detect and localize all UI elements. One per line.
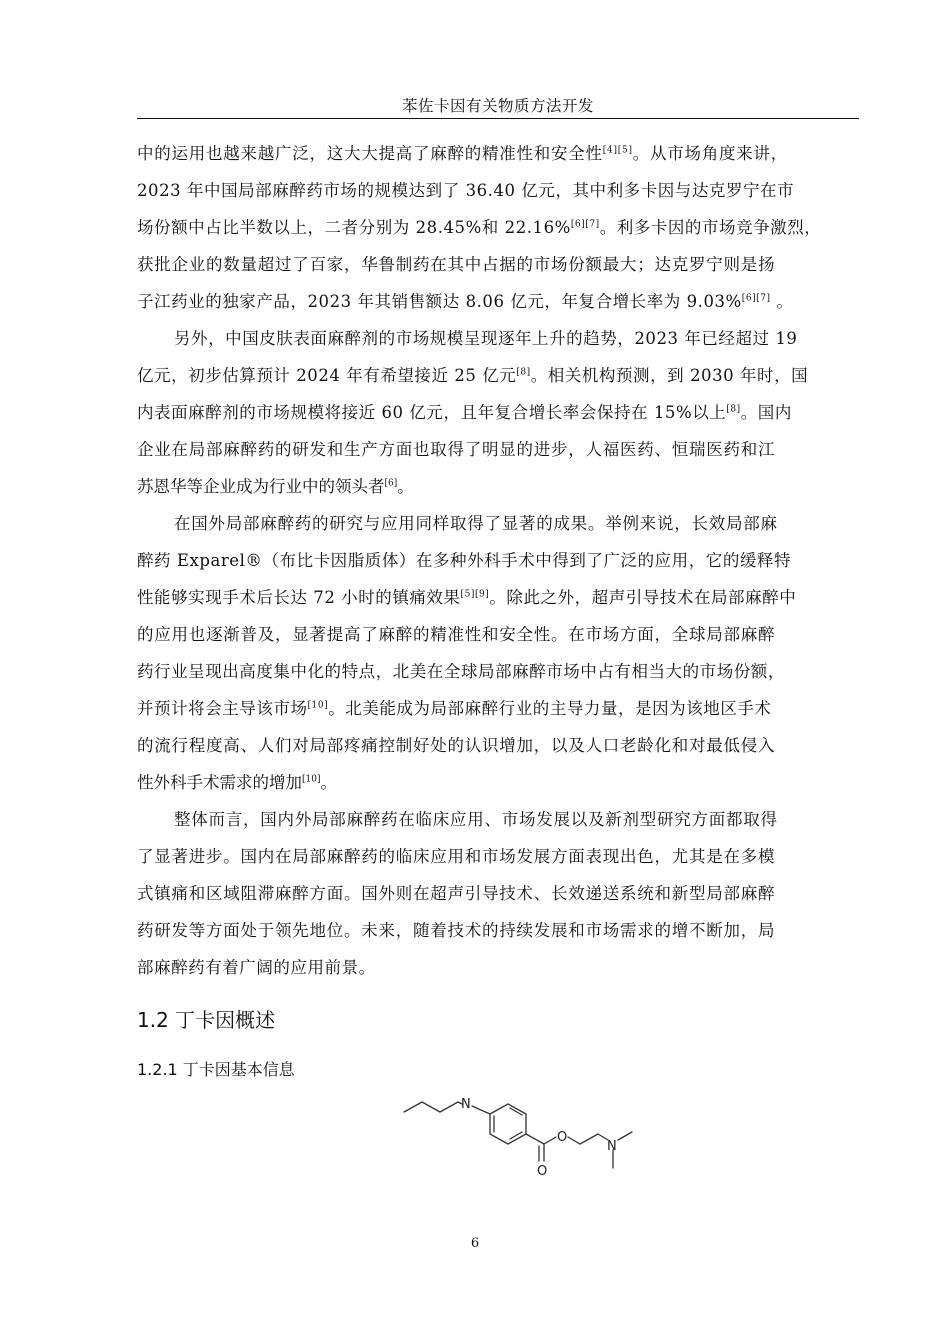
bond	[440, 1102, 458, 1112]
atom-label: N	[607, 1139, 617, 1154]
text-line: 的流行程度高、人们对局部疼痛控制好处的认识增加，以及人口老龄化和对最低侵入	[137, 736, 776, 755]
text-line: 另外，中国皮肤表面麻醉剂的市场规模呈现逐年上升的趋势，2023 年已经超过 19	[174, 329, 798, 348]
text-line: 在国外局部麻醉药的研究与应用同样取得了显著的成果。举例来说，长效局部麻	[174, 514, 778, 533]
citation: [8]	[726, 404, 741, 415]
bond	[404, 1102, 422, 1112]
text-line: 苏恩华等企业成为行业中的领头者[6]。	[137, 477, 414, 496]
bond	[580, 1134, 598, 1144]
tetracaine-structure-diagram	[398, 1088, 638, 1188]
bond	[618, 1132, 632, 1140]
running-header: 苯佐卡因有关物质方法开发	[401, 97, 594, 115]
citation: [4][5]	[602, 145, 633, 156]
text-line: 性能够实现手术后长达 72 小时的镇痛效果[5][9]。除此之外，超声引导技术在局部麻醉中	[137, 588, 797, 607]
benzene-ring	[490, 1104, 526, 1144]
citation: [8]	[516, 367, 531, 378]
text-line: 中的运用也越来越广泛，这大大提高了麻醉的精准性和安全性[4][5]。从市场角度来讲，	[137, 144, 788, 163]
text-line: 式镇痛和区域阻滞麻醉方面。国外则在超声引导技术、长效递送系统和新型局部麻醉	[137, 884, 776, 903]
text-line: 整体而言，国内外局部麻醉药在临床应用、市场发展以及新剂型研究方面都取得	[174, 810, 778, 829]
citation: [10]	[302, 774, 321, 785]
citation: [5][9]	[460, 589, 490, 600]
atom-label: N	[461, 1097, 471, 1112]
atom-label: O	[557, 1130, 568, 1145]
text-line: 场份额中占比半数以上，二者分别为 28.45%和 22.16%[6][7]。利多卡因的市场竞争激烈，	[137, 218, 822, 237]
text-line: 部麻醉药有着广阔的应用前景。	[137, 958, 376, 977]
text-line: 企业在局部麻醉药的研发和生产方面也取得了明显的进步，人福医药、恒瑞医药和江	[137, 440, 776, 459]
bond	[422, 1102, 440, 1112]
text-line: 2023 年中国局部麻醉药市场的规模达到了 36.40 亿元，其中利多卡因与达克罗宁在市	[137, 181, 795, 200]
text-line: 的应用也逐渐普及，显著提高了麻醉的精准性和安全性。在市场方面，全球局部麻醉	[137, 625, 776, 644]
bond	[472, 1106, 490, 1114]
text-line: 了显著进步。国内在局部麻醉药的临床应用和市场发展方面表现出色，尤其是在多模	[137, 847, 776, 866]
citation: [6]	[384, 478, 398, 489]
text-line: 子江药业的独家产品，2023 年其销售额达 8.06 亿元，年复合增长率为 9.03%[6][7] 。	[137, 292, 794, 311]
text-line: 性外科手术需求的增加[10]。	[137, 773, 337, 792]
citation: [6][7]	[741, 293, 771, 304]
bond	[568, 1137, 580, 1144]
text-line: 药行业呈现出高度集中化的特点，北美在全球局部麻醉市场中占有相当大的市场份额，	[137, 662, 785, 681]
bond	[526, 1134, 544, 1144]
page-number: 6	[470, 1236, 480, 1251]
header-rule	[137, 118, 859, 119]
text-line: 药研发等方面处于领先地位。未来，随着技术的持续发展和市场需求的增不断加，局	[137, 921, 776, 940]
subsection-heading: 1.2.1 丁卡因基本信息	[137, 1060, 295, 1079]
citation: [10]	[307, 700, 329, 711]
bond	[544, 1137, 556, 1144]
text-line: 获批企业的数量超过了百家，华鲁制药在其中占据的市场份额最大；达克罗宁则是扬	[137, 255, 776, 274]
text-line: 并预计将会主导该市场[10]。北美能成为局部麻醉行业的主导力量，是因为该地区手术	[137, 699, 772, 718]
citation: [6][7]	[570, 219, 600, 230]
atom-label: O	[537, 1164, 548, 1179]
text-line: 亿元，初步估算预计 2024 年有希望接近 25 亿元[8]。相关机构预测，到 2030 年时，国	[137, 366, 809, 385]
text-line: 内表面麻醉剂的市场规模将接近 60 亿元，且年复合增长率会保持在 15%以上[8]。国内	[137, 403, 792, 422]
section-heading: 1.2 丁卡因概述	[137, 1008, 276, 1032]
text-line: 醉药 Exparel®（布比卡因脂质体）在多种外科手术中得到了广泛的应用，它的缓释特	[137, 551, 792, 570]
